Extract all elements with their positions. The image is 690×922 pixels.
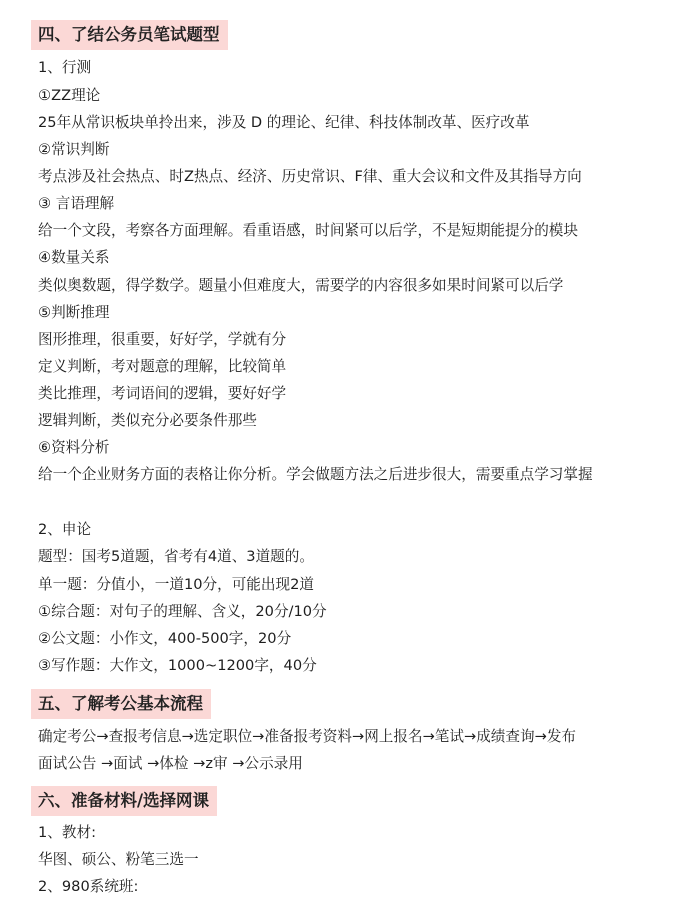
flow-line: 确定考公→查报考信息→选定职位→准备报考资料→网上报名→笔试→成绩查询→发布 [38, 728, 577, 745]
essay-item: ①综合题：对句子的理解、含义，20分/10分 [38, 603, 327, 620]
part1-title: 1、行测 [38, 59, 92, 76]
materials-desc: 华图、硕公、粉笔三选一 [38, 851, 199, 868]
flow-line: 面试公告 →面试 →体检 →z审 →公示录用 [38, 755, 303, 772]
verbal-title: ③ 言语理解 [38, 195, 115, 212]
part2-title: 2、申论 [38, 521, 92, 538]
zz-theory-desc: 25年从常识板块单拎出来，涉及 D 的理论、纪律、科技体制改革、医疗改革 [38, 114, 530, 131]
reasoning-item: 定义判断，考对题意的理解，比较简单 [38, 358, 287, 375]
common-sense-desc: 考点涉及社会热点、时Z热点、经济、历史常识、F律、重大会议和文件及其指导方向 [38, 168, 582, 185]
section4-heading: 四、了结公务员笔试题型 [31, 20, 228, 50]
essay-item: ③写作题：大作文，1000~1200字，40分 [38, 657, 317, 674]
system-class-title: 2、980系统班: [38, 878, 139, 895]
data-analysis-desc: 给一个企业财务方面的表格让你分析。学会做题方法之后进步很大，需要重点学习掌握 [38, 466, 593, 483]
reasoning-item: 图形推理，很重要，好好学，学就有分 [38, 331, 287, 348]
essay-types: 题型：国考5道题，省考有4道、3道题的。 [38, 548, 314, 565]
data-analysis-title: ⑥资料分析 [38, 439, 110, 456]
essay-item: ②公文题：小作文，400-500字，20分 [38, 630, 292, 647]
common-sense-title: ②常识判断 [38, 141, 110, 158]
quantity-desc: 类似奥数题，得学数学。题量小但难度大，需要学的内容很多如果时间紧可以后学 [38, 277, 564, 294]
reasoning-title: ⑤判断推理 [38, 304, 110, 321]
verbal-desc: 给一个文段，考察各方面理解。看重语感，时间紧可以后学，不是短期能提分的模块 [38, 222, 578, 239]
zz-theory-title: ①ZZ理论 [38, 87, 101, 104]
essay-single: 单一题：分值小，一道10分，可能出现2道 [38, 576, 314, 593]
section5-heading: 五、了解考公基本流程 [31, 689, 211, 719]
materials-title: 1、教材: [38, 824, 96, 841]
section6-heading: 六、准备材料/选择网课 [31, 786, 217, 816]
quantity-title: ④数量关系 [38, 249, 110, 266]
reasoning-item: 类比推理，考词语间的逻辑，要好好学 [38, 385, 287, 402]
reasoning-item: 逻辑判断，类似充分必要条件那些 [38, 412, 257, 429]
